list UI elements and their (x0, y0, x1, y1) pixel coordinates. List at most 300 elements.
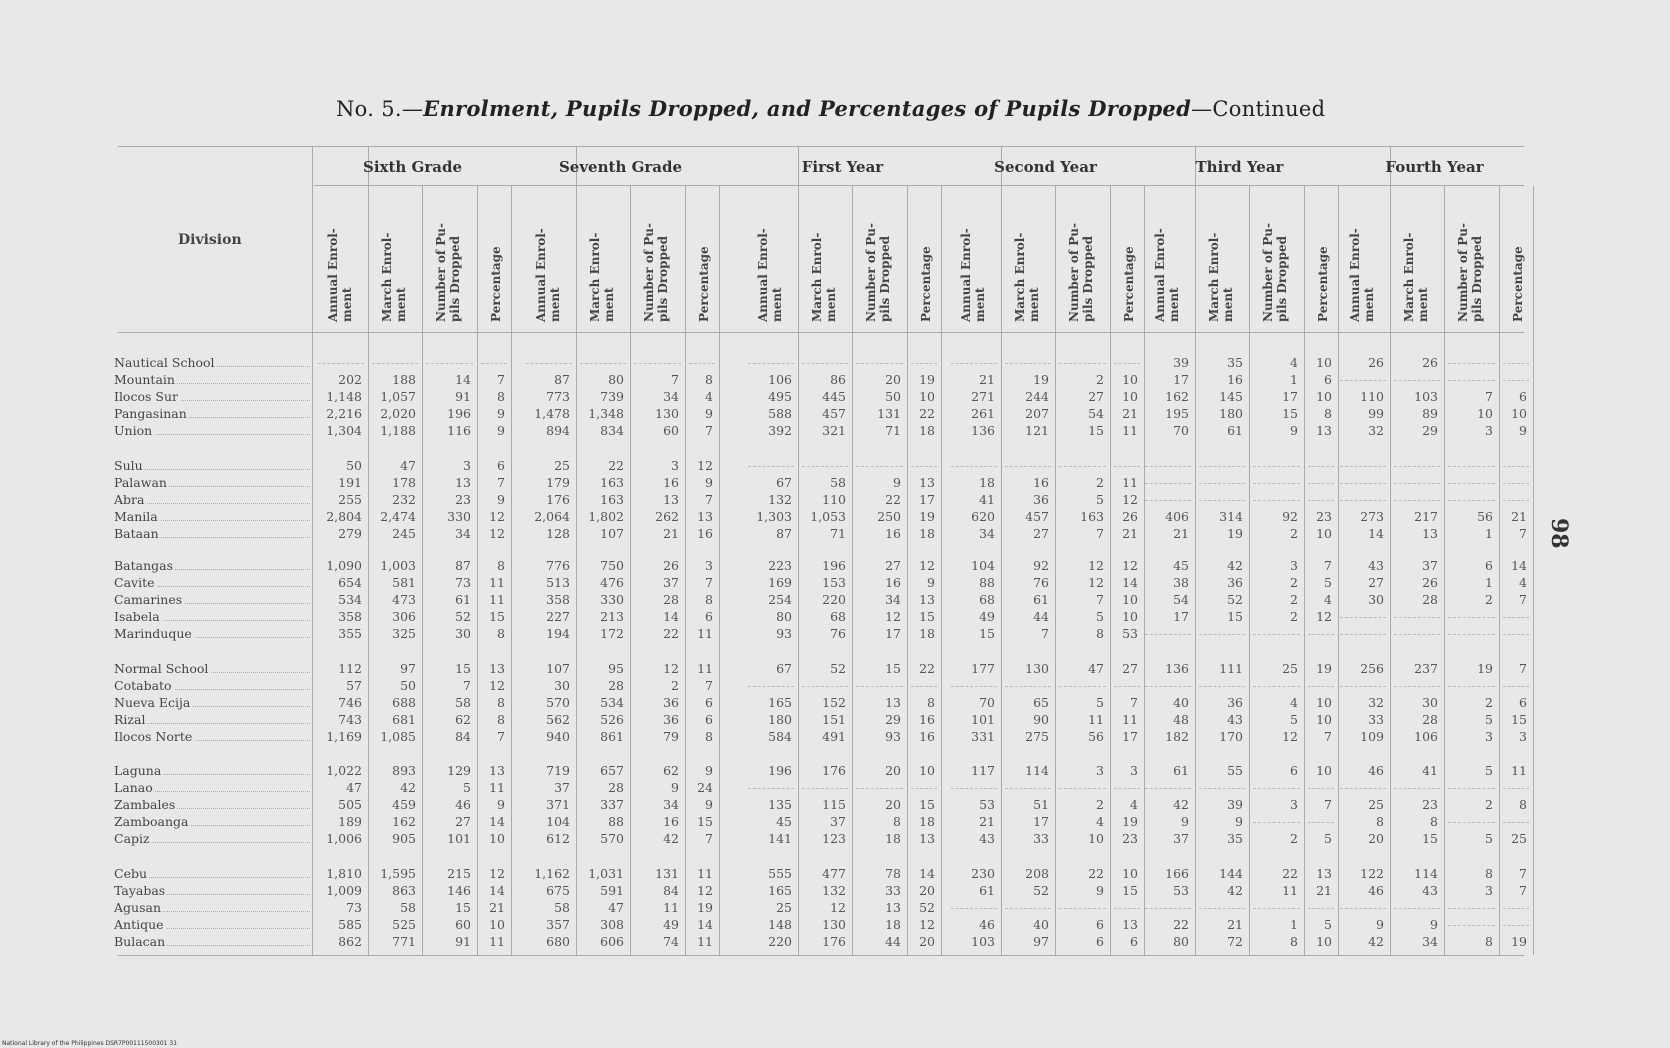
division-name (114, 575, 310, 591)
table-cell: 177 (971, 661, 995, 676)
empty-cell-dash (318, 363, 364, 365)
table-cell: 25 (1511, 831, 1527, 846)
table-cell: 8 (893, 814, 901, 829)
empty-cell-dash (1059, 908, 1106, 910)
table-cell: 42 (1173, 797, 1189, 812)
table-cell: 178 (392, 475, 416, 490)
empty-cell-dash (1448, 466, 1495, 468)
group-header: Seventh Grade (558, 158, 683, 176)
table-cell: 457 (1025, 509, 1049, 524)
table-cell: 76 (830, 626, 846, 641)
table-cell: 9 (1290, 423, 1298, 438)
table-cell: 195 (1165, 406, 1189, 421)
table-cell: 109 (1360, 729, 1384, 744)
table-cell: 42 (1368, 934, 1384, 949)
table-cell: 12 (919, 917, 935, 932)
table-cell: 19 (697, 900, 713, 915)
table-cell: 10 (1316, 763, 1332, 778)
table-cell: 36 (1033, 492, 1049, 507)
table-cell: 62 (663, 763, 679, 778)
table-cell: 5 (1324, 575, 1332, 590)
table-cell: 78 (885, 866, 901, 881)
table-cell: 505 (338, 797, 362, 812)
table-cell: 555 (768, 866, 792, 881)
table-cell: 1,090 (326, 558, 362, 573)
table-cell: 9 (1181, 814, 1189, 829)
table-cell: 36 (663, 695, 679, 710)
table-cell: 22 (1173, 917, 1189, 932)
table-cell: 54 (1088, 406, 1104, 421)
table-cell: 13 (919, 475, 935, 490)
table-cell: 37 (554, 780, 570, 795)
table-cell: 32 (1368, 423, 1384, 438)
table-cell: 8 (497, 626, 505, 641)
column-header: Number of Pu- pils Dropped (864, 223, 892, 322)
table-cell: 217 (1414, 509, 1438, 524)
table-cell: 12 (1088, 575, 1104, 590)
table-row (0, 626, 1560, 642)
table-cell: 22 (663, 626, 679, 641)
table-cell: 12 (697, 458, 713, 473)
empty-cell-dash (1340, 908, 1386, 910)
table-cell: 97 (400, 661, 416, 676)
table-cell: 110 (822, 492, 846, 507)
table-cell: 19 (1227, 526, 1243, 541)
table-cell: 18 (885, 917, 901, 932)
table-cell: 591 (600, 883, 624, 898)
table-cell: 8 (705, 729, 713, 744)
table-cell: 7 (463, 678, 471, 693)
table-cell: 16 (919, 712, 935, 727)
empty-cell-dash (951, 363, 997, 365)
table-cell: 8 (1485, 934, 1493, 949)
table-cell: 87 (554, 372, 570, 387)
table-cell: 585 (338, 917, 362, 932)
table-cell: 1 (1290, 917, 1298, 932)
table-cell: 12 (885, 609, 901, 624)
table-cell: 9 (497, 423, 505, 438)
division-name-text: Palawan (114, 475, 167, 490)
table-cell: 35 (1227, 355, 1243, 370)
division-name-text: Camarines (114, 592, 183, 607)
table-row (0, 883, 1560, 899)
table-cell: 30 (455, 626, 471, 641)
table-cell: 56 (1088, 729, 1104, 744)
empty-cell-dash (1340, 483, 1386, 485)
empty-cell-dash (1503, 908, 1529, 910)
empty-cell-dash (1253, 908, 1300, 910)
table-cell: 17 (1173, 609, 1189, 624)
division-name (114, 883, 310, 899)
division-name-text: Nautical School (114, 355, 215, 370)
table-cell: 25 (554, 458, 570, 473)
column-header: Number of Pu- pils Dropped (1067, 223, 1095, 322)
table-cell: 32 (1368, 695, 1384, 710)
table-row (0, 592, 1560, 608)
table-cell: 91 (455, 389, 471, 404)
table-cell: 22 (919, 406, 935, 421)
table-cell: 7 (1485, 389, 1493, 404)
table-cell: 526 (600, 712, 624, 727)
table-cell: 45 (1173, 558, 1189, 573)
table-cell: 262 (655, 509, 679, 524)
table-cell: 773 (546, 389, 570, 404)
table-cell: 12 (697, 883, 713, 898)
table-cell: 101 (447, 831, 471, 846)
table-cell: 16 (697, 526, 713, 541)
empty-cell-dash (1340, 634, 1386, 636)
table-cell: 3 (1096, 763, 1104, 778)
table-cell: 47 (346, 780, 362, 795)
division-name-text: Normal School (114, 661, 209, 676)
table-cell: 182 (1165, 729, 1189, 744)
table-cell: 60 (455, 917, 471, 932)
table-cell: 2,804 (326, 509, 362, 524)
table-cell: 21 (663, 526, 679, 541)
table-cell: 2 (1096, 475, 1104, 490)
table-cell: 584 (768, 729, 792, 744)
table-cell: 2 (1485, 797, 1493, 812)
table-cell: 87 (455, 558, 471, 573)
empty-cell-dash (1340, 788, 1386, 790)
table-row (0, 661, 1560, 677)
table-cell: 2 (1485, 695, 1493, 710)
division-name-text: Bulacan (114, 934, 166, 949)
table-cell: 148 (768, 917, 792, 932)
column-header: Number of Pu- pils Dropped (1261, 223, 1289, 322)
table-cell: 8 (927, 695, 935, 710)
column-header: Number of Pu- pils Dropped (434, 223, 462, 322)
table-cell: 1 (1485, 526, 1493, 541)
table-cell: 337 (600, 797, 624, 812)
table-cell: 23 (1422, 797, 1438, 812)
empty-cell-dash (1253, 822, 1300, 824)
table-cell: 47 (400, 458, 416, 473)
empty-cell-dash (1005, 363, 1051, 365)
table-cell: 61 (1227, 423, 1243, 438)
division-name (114, 509, 310, 525)
empty-cell-dash (1340, 686, 1386, 688)
division-name (114, 389, 310, 405)
division-name-text: Bataan (114, 526, 159, 541)
empty-cell-dash (1145, 908, 1191, 910)
table-cell: 41 (1422, 763, 1438, 778)
table-cell: 9 (705, 475, 713, 490)
table-row (0, 423, 1560, 439)
table-cell: 1,162 (534, 866, 570, 881)
table-cell: 196 (822, 558, 846, 573)
division-name (114, 526, 310, 542)
column-header: March Enrol- ment (1013, 232, 1041, 322)
title-italic: Enrolment, Pupils Dropped, and Percentages of Pupils Dropped (423, 96, 1192, 121)
table-cell: 6 (705, 609, 713, 624)
table-cell: 12 (830, 900, 846, 915)
table-cell: 70 (979, 695, 995, 710)
table-cell: 21 (979, 814, 995, 829)
table-cell: 271 (971, 389, 995, 404)
table-cell: 11 (1511, 763, 1527, 778)
empty-cell-dash (1503, 466, 1529, 468)
table-cell: 477 (822, 866, 846, 881)
table-cell: 15 (1122, 883, 1138, 898)
table-cell: 131 (655, 866, 679, 881)
table-cell: 17 (1033, 814, 1049, 829)
empty-cell-dash (526, 363, 572, 365)
table-cell: 1,478 (534, 406, 570, 421)
table-cell: 12 (489, 526, 505, 541)
empty-cell-dash (1448, 500, 1495, 502)
table-row (0, 389, 1560, 405)
table-cell: 7 (705, 831, 713, 846)
table-cell: 123 (822, 831, 846, 846)
division-name (114, 423, 310, 439)
table-cell: 128 (546, 526, 570, 541)
empty-cell-dash (1059, 686, 1106, 688)
table-cell: 38 (1173, 575, 1189, 590)
table-cell: 26 (1122, 509, 1138, 524)
table-cell: 95 (608, 661, 624, 676)
empty-cell-dash (1448, 363, 1495, 365)
table-cell: 176 (822, 763, 846, 778)
empty-cell-dash (1394, 483, 1440, 485)
table-cell: 132 (768, 492, 792, 507)
empty-cell-dash (1448, 686, 1495, 688)
empty-cell-dash (1394, 380, 1440, 382)
empty-cell-dash (1503, 634, 1529, 636)
table-row (0, 780, 1560, 796)
division-name-text: Agusan (114, 900, 161, 915)
table-cell: 58 (830, 475, 846, 490)
empty-cell-dash (1253, 466, 1300, 468)
table-cell: 89 (1422, 406, 1438, 421)
empty-cell-dash (1145, 788, 1191, 790)
table-cell: 27 (455, 814, 471, 829)
division-name-text: Batangas (114, 558, 174, 573)
division-name (114, 609, 310, 625)
table-cell: 13 (885, 695, 901, 710)
table-cell: 16 (885, 575, 901, 590)
table-cell: 25 (1368, 797, 1384, 812)
table-cell: 7 (497, 729, 505, 744)
table-cell: 681 (392, 712, 416, 727)
empty-cell-dash (1253, 500, 1300, 502)
table-cell: 6 (705, 695, 713, 710)
empty-cell-dash (1199, 466, 1245, 468)
table-cell: 9 (497, 797, 505, 812)
title-prefix: No. 5.— (336, 97, 424, 121)
table-cell: 12 (489, 509, 505, 524)
table-cell: 15 (919, 609, 935, 624)
table-cell: 250 (877, 509, 901, 524)
table-cell: 6 (1130, 934, 1138, 949)
empty-cell-dash (911, 686, 937, 688)
empty-cell-dash (911, 466, 937, 468)
table-cell: 117 (971, 763, 995, 778)
table-cell: 15 (1088, 423, 1104, 438)
table-cell: 13 (919, 592, 935, 607)
table-cell: 2 (1096, 372, 1104, 387)
table-cell: 14 (919, 866, 935, 881)
empty-cell-dash (1308, 908, 1334, 910)
empty-cell-dash (1199, 634, 1245, 636)
table-cell: 15 (697, 814, 713, 829)
table-cell: 26 (1368, 355, 1384, 370)
table-cell: 51 (1033, 797, 1049, 812)
table-cell: 11 (489, 575, 505, 590)
division-name (114, 558, 310, 574)
table-cell: 4 (1290, 695, 1298, 710)
table-cell: 10 (1477, 406, 1493, 421)
table-cell: 5 (1485, 712, 1493, 727)
table-cell: 34 (663, 389, 679, 404)
table-cell: 73 (346, 900, 362, 915)
table-cell: 12 (663, 661, 679, 676)
table-row (0, 526, 1560, 542)
table-cell: 406 (1165, 509, 1189, 524)
group-header: Second Year (994, 158, 1097, 176)
table-cell: 7 (497, 372, 505, 387)
table-cell: 34 (455, 526, 471, 541)
table-cell: 513 (546, 575, 570, 590)
table-cell: 10 (1316, 712, 1332, 727)
page-number: 98 (1546, 518, 1572, 549)
empty-cell-dash (1503, 822, 1529, 824)
table-cell: 18 (919, 814, 935, 829)
table-cell: 58 (400, 900, 416, 915)
empty-cell-dash (802, 686, 848, 688)
table-cell: 25 (1282, 661, 1298, 676)
table-cell: 11 (697, 661, 713, 676)
table-cell: 15 (455, 661, 471, 676)
table-cell: 3 (1485, 729, 1493, 744)
table-cell: 129 (447, 763, 471, 778)
empty-cell-dash (802, 363, 848, 365)
empty-cell-dash (1005, 908, 1051, 910)
table-cell: 606 (600, 934, 624, 949)
table-cell: 620 (971, 509, 995, 524)
table-cell: 1,188 (380, 423, 416, 438)
table-cell: 21 (1316, 883, 1332, 898)
table-cell: 10 (919, 389, 935, 404)
table-cell: 6 (497, 458, 505, 473)
table-cell: 256 (1360, 661, 1384, 676)
table-cell: 6 (1324, 372, 1332, 387)
table-cell: 7 (497, 475, 505, 490)
table-cell: 50 (346, 458, 362, 473)
division-name (114, 917, 310, 933)
division-name-text: Cebu (114, 866, 148, 881)
division-name-text: Cavite (114, 575, 155, 590)
table-cell: 136 (1165, 661, 1189, 676)
table-cell: 23 (1316, 509, 1332, 524)
table-cell: 18 (919, 423, 935, 438)
table-cell: 8 (705, 592, 713, 607)
table-cell: 215 (447, 866, 471, 881)
table-row (0, 831, 1560, 847)
column-header: Annual Enrol- ment (534, 228, 562, 322)
table-cell: 21 (1173, 526, 1189, 541)
table-cell: 21 (1511, 509, 1527, 524)
table-cell: 5 (1485, 763, 1493, 778)
table-cell: 61 (979, 883, 995, 898)
table-cell: 894 (546, 423, 570, 438)
table-cell: 11 (1122, 712, 1138, 727)
column-header: Percentage (1122, 246, 1136, 322)
table-cell: 165 (768, 883, 792, 898)
table-cell: 37 (1173, 831, 1189, 846)
table-cell: 3 (463, 458, 471, 473)
table-cell: 2 (1290, 592, 1298, 607)
empty-cell-dash (1503, 788, 1529, 790)
table-cell: 39 (1173, 355, 1189, 370)
table-cell: 44 (885, 934, 901, 949)
table-cell: 33 (1033, 831, 1049, 846)
table-cell: 18 (979, 475, 995, 490)
division-name (114, 712, 310, 728)
column-header: March Enrol- ment (1402, 232, 1430, 322)
division-name-text: Rizal (114, 712, 146, 727)
empty-cell-dash (1005, 686, 1051, 688)
table-cell: 35 (1227, 831, 1243, 846)
table-cell: 17 (1173, 372, 1189, 387)
table-cell: 5 (1324, 917, 1332, 932)
table-cell: 2 (1290, 609, 1298, 624)
table-cell: 5 (1290, 712, 1298, 727)
table-cell: 750 (600, 558, 624, 573)
table-cell: 19 (1316, 661, 1332, 676)
table-cell: 8 (1324, 406, 1332, 421)
table-cell: 893 (392, 763, 416, 778)
table-cell: 14 (455, 372, 471, 387)
table-cell: 9 (671, 780, 679, 795)
empty-cell-dash (951, 686, 997, 688)
empty-cell-dash (1114, 466, 1140, 468)
table-cell: 30 (1368, 592, 1384, 607)
table-row (0, 372, 1560, 388)
table-cell: 7 (1324, 729, 1332, 744)
table-cell: 743 (338, 712, 362, 727)
table-cell: 7 (671, 372, 679, 387)
table-cell: 9 (705, 406, 713, 421)
column-header: Annual Enrol- ment (1153, 228, 1181, 322)
empty-cell-dash (1145, 466, 1191, 468)
division-name (114, 695, 310, 711)
table-row (0, 917, 1560, 933)
empty-cell-dash (1145, 483, 1191, 485)
empty-cell-dash (951, 466, 997, 468)
table-cell: 39 (1227, 797, 1243, 812)
empty-cell-dash (634, 363, 681, 365)
table-cell: 106 (1414, 729, 1438, 744)
table-cell: 10 (489, 831, 505, 846)
column-header: March Enrol- ment (588, 232, 616, 322)
empty-cell-dash (1199, 500, 1245, 502)
table-cell: 20 (885, 763, 901, 778)
table-cell: 525 (392, 917, 416, 932)
table-cell: 67 (776, 475, 792, 490)
table-cell: 13 (1316, 866, 1332, 881)
table-cell: 29 (1422, 423, 1438, 438)
division-name-text: Sulu (114, 458, 143, 473)
table-cell: 40 (1033, 917, 1049, 932)
division-name (114, 900, 310, 916)
table-cell: 9 (927, 575, 935, 590)
table-cell: 107 (546, 661, 570, 676)
table-cell: 17 (1122, 729, 1138, 744)
table-cell: 15 (1282, 406, 1298, 421)
empty-cell-dash (1448, 822, 1495, 824)
table-cell: 115 (822, 797, 846, 812)
